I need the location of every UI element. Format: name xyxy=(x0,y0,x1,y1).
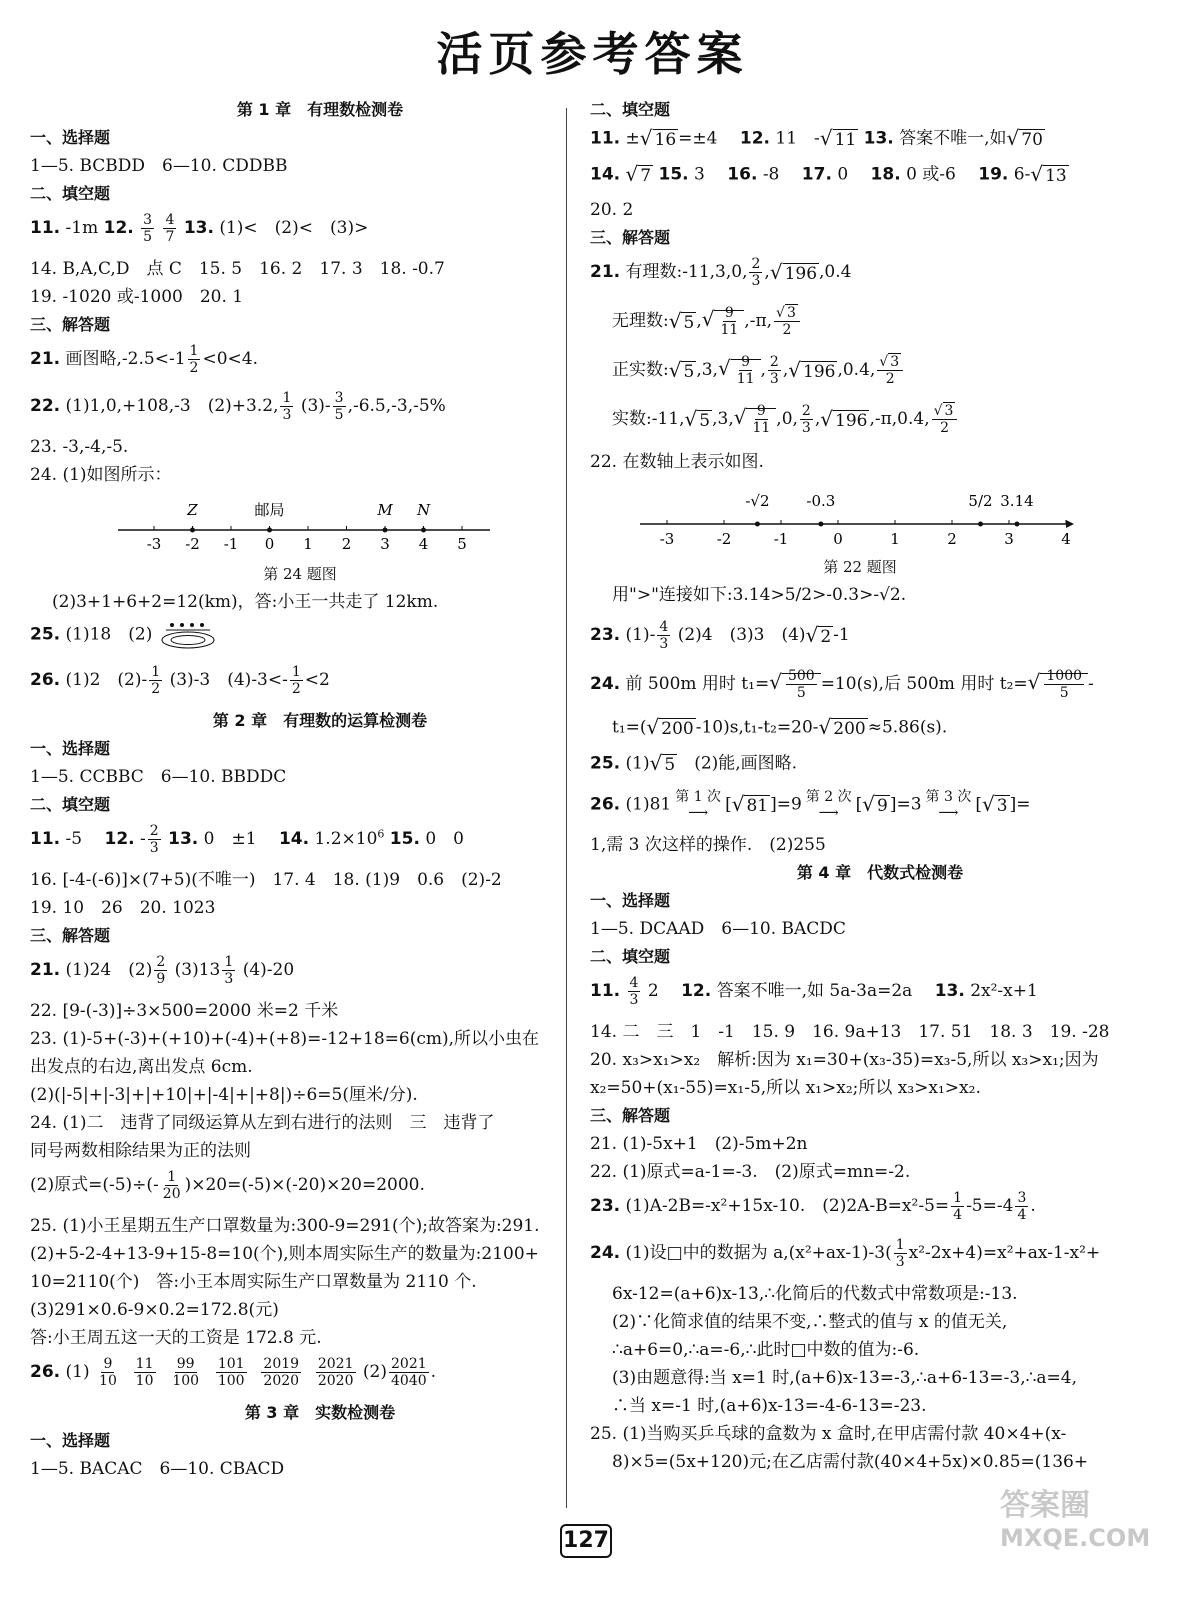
fraction: $\frac{2}{3}$ xyxy=(769,354,779,387)
answer-line: ∴a+6=0,∴a=-6,∴此时□中数的值为:-6. xyxy=(612,1340,920,1360)
tick-label: -2 xyxy=(185,535,200,553)
fraction: $\frac{3}{5}$ xyxy=(334,390,344,423)
fraction: $\frac{101}{100}$ xyxy=(217,1356,245,1389)
point-marker xyxy=(978,522,983,527)
number-line-figure-22 xyxy=(590,480,1130,552)
answer-line: 21. 有理数:-11,3,0, $\frac{2}{3}$ ,√ 196 ,0.4 xyxy=(590,256,852,289)
fraction: $\frac{1}{20}$ xyxy=(162,1169,181,1202)
fraction: $\frac{1}{3}$ xyxy=(895,1237,905,1270)
tick-label: 3 xyxy=(380,535,390,553)
answer-line: 用">"连接如下:3.14>5/2>-0.3>-√2. xyxy=(612,585,907,605)
sqrt: √ 9 xyxy=(862,792,888,816)
sqrt: √ 2 xyxy=(805,622,832,647)
answer-line: 14. B,A,C,D 点 C 15. 5 16. 2 17. 3 18. -0.7 xyxy=(30,259,445,279)
fraction: $\frac{√ 3}{2}$ xyxy=(877,354,903,387)
answer-line: 22. 在数轴上表示如图. xyxy=(590,452,764,472)
answer-line: 23. (1)- $\frac{4}{3}$ (2)4 (3)3 (4)√ 2 -1 xyxy=(590,619,850,652)
point-marker xyxy=(1014,522,1019,527)
answer-line: 22. (1)1,0,+108,-3 (2)+3.2, $\frac{1}{3}$ (3)- $\frac{3}{5}$ ,-6.5,-3,-5% xyxy=(30,390,446,423)
answer-line: 22. (1)原式=a-1=-3. (2)原式=mn=-2. xyxy=(590,1162,911,1182)
answer-line: 1—5. BCBDD 6—10. CDDBB xyxy=(30,156,288,176)
answer-line: (2)+5-2-4+13-9+15-8=10(个),则本周实际生产的数量为:2100+ xyxy=(30,1244,539,1264)
fraction: $\frac{3}{5}$ xyxy=(143,212,153,245)
tick-label: 4 xyxy=(418,535,429,553)
answer-line: 16. [-4-(-6)]×(7+5)(不唯一) 17. 4 18. (1)9 0.6 (2)-2 xyxy=(30,870,502,890)
answer-line: 14. 二 三 1 -1 15. 9 16. 9a+13 17. 51 18. 3 19. -28 xyxy=(590,1022,1110,1042)
answer-line: 25. (1)当购买乒乓球的盒数为 x 盒时,在甲店需付款 40×4+(x- xyxy=(590,1424,1067,1444)
operation-arrow: 第 2 次 ⟶ xyxy=(805,789,852,821)
answer-line: 11. -5 12. - $\frac{2}{3}$ 13. 0 ±1 14. $1.2\times 10^6$ 15. 0 0 xyxy=(30,823,464,856)
sqrt: √ 5 xyxy=(668,308,695,333)
tick-label: 5 xyxy=(457,535,467,553)
section-heading: 二、填空题 xyxy=(30,184,111,203)
point-marker xyxy=(818,522,823,527)
sqrt: √ 5 xyxy=(668,357,695,382)
answer-line: x₂=50+(x₁-55)=x₁-5,所以 x₁>x₂;所以 x₃>x₁>x₂. xyxy=(590,1078,981,1098)
answer-line: (3)由题意得:当 x=1 时,(a+6)x-13=-3,∴a+6-13=-3,∴a=4, xyxy=(612,1368,1078,1388)
sqrt: √ 200 xyxy=(646,715,694,739)
answer-line: 8)×5=(5x+120)元;在乙店需付款(40×4+5x)×0.85=(136+ xyxy=(612,1452,1089,1472)
sqrt: √ 81 xyxy=(731,792,769,816)
page-title: 活页参考答案 xyxy=(436,27,749,81)
fraction: $\frac{99}{100}$ xyxy=(172,1356,200,1389)
fraction: $\frac{2021}{2020}$ xyxy=(317,1356,354,1389)
section-heading: 一、选择题 xyxy=(30,739,111,758)
fraction: $\frac{1}{3}$ xyxy=(224,954,234,987)
fraction: $\frac{3}{4}$ xyxy=(1017,1190,1027,1223)
page-number: 127 xyxy=(560,1524,612,1558)
sqrt: √ 196 xyxy=(788,357,836,382)
sqrt: √ 13 xyxy=(1030,162,1067,186)
chapter-title: 第 1 章 有理数检测卷 xyxy=(236,100,404,119)
section-heading: 三、解答题 xyxy=(30,315,111,334)
fraction: $\frac{√ 3}{2}$ xyxy=(932,403,958,436)
tick-label: -2 xyxy=(716,530,732,548)
sqrt: √ $\frac{9}{11}$ xyxy=(702,305,745,338)
sqrt: √ 5 xyxy=(684,406,711,431)
answer-line: 11. $\frac{4}{3}$ 2 12. 答案不唯一,如 5a-3a=2a 13. 2x²-x+1 xyxy=(590,975,1038,1008)
answer-line: 24. (1)二 违背了同级运算从左到右进行的法则 三 违背了 xyxy=(30,1113,495,1133)
section-heading: 三、解答题 xyxy=(590,228,671,247)
point-label: Z xyxy=(187,501,198,519)
point-label: 3.14 xyxy=(1000,492,1034,510)
section-heading: 二、填空题 xyxy=(30,795,111,814)
answer-line: (2)3+1+6+2=12(km)，答:小王一共走了 12km. xyxy=(52,592,439,612)
answer-line: 19. -1020 或-1000 20. 1 xyxy=(30,287,244,307)
answer-line: (3)291×0.6-9×0.2=172.8(元) xyxy=(30,1300,279,1320)
figure-caption: 第 24 题图 xyxy=(263,565,337,583)
fraction: $\frac{4}{7}$ xyxy=(165,212,175,245)
fraction: $\frac{2}{3}$ xyxy=(149,823,159,856)
fraction: $\frac{4}{3}$ xyxy=(629,975,639,1008)
answer-line: 19. 10 26 20. 1023 xyxy=(30,898,216,918)
point-label: N xyxy=(416,501,431,519)
tick-label: 0 xyxy=(264,535,275,553)
point-label: -0.3 xyxy=(806,492,836,510)
answer-line: 23. -3,-4,-5. xyxy=(30,437,129,457)
answer-line: 11. -1m 12. $\frac{3}{5}$ $\frac{4}{7}$ 13. (1)< (2)< (3)> xyxy=(30,212,369,245)
chapter-title: 第 2 章 有理数的运算检测卷 xyxy=(212,711,428,730)
tick-label: 2 xyxy=(947,530,957,548)
tick-label: -3 xyxy=(146,535,162,553)
left-column xyxy=(30,100,570,1487)
fraction: $\frac{11}{10}$ xyxy=(135,1356,154,1389)
answer-line: 26. (1) $\frac{9}{10}$ $\frac{11}{10}$ $\frac{99}{100}$ $\frac{101}{100}$ $\frac{2019}{2020}$ $\frac{2021}{2020}$ (2) $\frac{2021}{4040}$ . xyxy=(30,1356,437,1389)
answer-line: 21. (1)-5x+1 (2)-5m+2n xyxy=(590,1134,808,1154)
fraction: $\frac{1}{2}$ xyxy=(291,664,301,697)
sqrt: √ $\frac{9}{11}$ xyxy=(734,403,777,436)
tick-label: 1 xyxy=(890,530,900,548)
section-heading: 二、填空题 xyxy=(590,100,671,119)
chapter-title: 第 3 章 实数检测卷 xyxy=(244,1403,396,1422)
point-marker xyxy=(421,528,426,533)
point-marker xyxy=(190,528,195,533)
point-label: 5/2 xyxy=(968,492,993,510)
section-heading: 三、解答题 xyxy=(30,926,111,945)
point-marker xyxy=(383,528,388,533)
fraction: $\frac{4}{3}$ xyxy=(659,619,669,652)
chapter-title: 第 4 章 代数式检测卷 xyxy=(796,863,964,882)
number-line-figure-24 xyxy=(30,493,570,559)
answer-line: 同号两数相除结果为正的法则 xyxy=(30,1141,251,1161)
fraction: $\frac{9}{10}$ xyxy=(99,1356,117,1389)
answer-line: 25. (1)小王星期五生产口罩数量为:300-9=291(个);故答案为:291. xyxy=(30,1216,540,1236)
answer-line: (2)(|-5|+|-3|+|+10|+|-4|+|+8|)÷6=5(厘米/分). xyxy=(30,1085,418,1105)
number-line-24 xyxy=(30,493,490,559)
answer-line: 22. [9-(-3)]÷3×500=2000 米=2 千米 xyxy=(30,1001,339,1021)
answer-line: 正实数:√ 5 ,3,√ $\frac{9}{11}$ , $\frac{2}{3}$ ,√ 196 ,0.4, $\frac{√ 3}{2}$ xyxy=(590,354,1130,387)
answer-line: 6x-12=(a+6)x-13,∴化简后的代数式中常数项是:-13. xyxy=(612,1284,1018,1304)
point-label: 邮局 xyxy=(254,501,285,519)
answer-line: 1,需 3 次这样的操作. (2)255 xyxy=(590,835,826,855)
fraction: $\frac{1}{3}$ xyxy=(282,390,292,423)
answer-line: 20. x₃>x₁>x₂ 解析:因为 x₁=30+(x₃-35)=x₃-5,所以 x₃>x₁;因为 xyxy=(590,1050,1099,1070)
operation-arrow: 第 1 次 ⟶ xyxy=(675,789,722,821)
answer-line: 23. (1)-5+(-3)+(+10)+(-4)+(+8)=-12+18=6(cm),所以小虫在 xyxy=(30,1029,540,1049)
answer-line: (2)∵化简求值的结果不变,∴整式的值与 x 的值无关, xyxy=(612,1312,1008,1332)
answer-line: 实数:-11,√ 5 ,3,√ $\frac{9}{11}$ ,0, $\frac{2}{3}$ ,√ 196 ,-π,0.4, $\frac{√ 3}{2}$ xyxy=(590,403,1130,436)
tick-label: -3 xyxy=(659,530,675,548)
sqrt: √ 70 xyxy=(1006,126,1043,150)
answer-line: 26. (1)2 (2)- $\frac{1}{2}$ (3)-3 (4)-3<- $\frac{1}{2}$ <2 xyxy=(30,664,330,697)
fraction: $\frac{1}{4}$ xyxy=(953,1190,963,1223)
point-marker xyxy=(755,522,760,527)
answer-line: 10=2110(个) 答:小王本周实际生产口罩数量为 2110 个. xyxy=(30,1272,477,1292)
tick-label: 3 xyxy=(1004,530,1014,548)
tick-label: 2 xyxy=(341,535,352,553)
answer-line: 1—5. CCBBC 6—10. BBDDC xyxy=(30,767,287,787)
tick-label: -1 xyxy=(223,535,239,553)
answer-line: 21. (1)24 (2) $\frac{2}{9}$ (3)13 $\frac{1}{3}$ (4)-20 xyxy=(30,954,295,987)
answer-line: 25. (1)18 (2) xyxy=(30,620,570,650)
sqrt: √ 11 xyxy=(819,126,857,150)
tick-label: -1 xyxy=(773,530,789,548)
sqrt: √ 196 xyxy=(769,259,818,284)
answer-line: 14. √ 7 15. 3 16. -8 17. 0 18. 0 或-6 19. 6-√ 13 xyxy=(590,162,1067,186)
answer-line: 24. (1)设□中的数据为 a,(x²+ax-1)-3( $\frac{1}{3}$ x²-2x+4)=x²+ax-1-x²+ xyxy=(590,1237,1101,1270)
sqrt: √ $\frac{500}{5}$ xyxy=(769,668,820,701)
sqrt: √ 5 xyxy=(649,751,676,775)
answer-line: 11. ±√ 16 =±4 12. 11 -√ 11 13. 答案不唯一,如√ 70 xyxy=(590,126,1043,150)
sqrt: √ $\frac{1000}{5}$ xyxy=(1028,668,1088,701)
section-heading: 三、解答题 xyxy=(590,1106,671,1125)
answer-line: 无理数:√ 5 ,√ $\frac{9}{11}$ ,-π, $\frac{√ 3}{2}$ xyxy=(590,305,1130,338)
sqrt: √ 200 xyxy=(818,715,866,739)
right-column xyxy=(590,100,1130,1480)
answer-line: 20. 2 xyxy=(590,200,634,220)
tick-label: 1 xyxy=(303,535,313,553)
figure-caption: 第 22 题图 xyxy=(823,558,897,576)
answer-line: 1—5. DCAAD 6—10. BACDC xyxy=(590,919,846,939)
answer-line: 出发点的右边,离出发点 6cm. xyxy=(30,1057,253,1077)
section-heading: 一、选择题 xyxy=(30,128,111,147)
point-label: -√2 xyxy=(745,492,770,510)
answer-line: 25. (1)√ 5 (2)能,画图略. xyxy=(590,751,798,775)
fraction: $\frac{√ 3}{2}$ xyxy=(774,305,800,338)
sqrt: √ 3 xyxy=(981,792,1008,816)
sqrt: √ 196 xyxy=(820,406,868,431)
sqrt: √ 16 xyxy=(639,126,677,150)
fraction: $\frac{2}{3}$ xyxy=(801,403,811,436)
tick-label: 0 xyxy=(833,530,843,548)
answer-line: 23. (1)A-2B=-x²+15x-10. (2)2A-B=x²-5= $\frac{1}{4}$ -5=-4 $\frac{3}{4}$ . xyxy=(590,1190,1036,1223)
fraction: $\frac{2019}{2020}$ xyxy=(263,1356,300,1389)
watermark: 答案圈 MXQE.COM xyxy=(1000,1488,1151,1552)
section-heading: 一、选择题 xyxy=(30,1431,111,1450)
answer-line: 24. 前 500m 用时 t₁=√ $\frac{500}{5}$ =10(s),后 500m 用时 t₂=√ $\frac{1000}{5}$ - xyxy=(590,668,1094,701)
axis-arrow xyxy=(1066,520,1074,528)
tick-label: 4 xyxy=(1061,530,1071,548)
answer-line: 24. (1)如图所示： xyxy=(30,465,172,485)
section-heading: 一、选择题 xyxy=(590,891,671,910)
point-marker xyxy=(267,528,272,533)
answer-line: 26. (1)81 第 1 次 ⟶ [√ 81 ]=9 第 2 次 ⟶ [√ 9 ]=3 第 3 次 ⟶ [√ 3 ]= xyxy=(590,789,1031,821)
sqrt: √ $\frac{9}{11}$ xyxy=(718,354,761,387)
answer-line: 1—5. BACAC 6—10. CBACD xyxy=(30,1459,285,1479)
stadium-sketch-icon xyxy=(158,620,218,650)
answer-line: 答:小王周五这一天的工资是 172.8 元. xyxy=(30,1328,322,1348)
fraction: $\frac{2}{9}$ xyxy=(156,954,166,987)
section-heading: 二、填空题 xyxy=(590,947,671,966)
fraction: $\frac{2}{3}$ xyxy=(751,256,761,289)
sqrt: √ 7 xyxy=(625,162,652,186)
point-label: M xyxy=(377,501,393,519)
answer-line: ∴当 x=-1 时,(a+6)x-13=-4-6-13=-23. xyxy=(612,1396,927,1416)
fraction: $\frac{1}{2}$ xyxy=(151,664,161,697)
operation-arrow: 第 3 次 ⟶ xyxy=(925,789,972,821)
number-line-22 xyxy=(590,480,1110,552)
fraction: $\frac{2021}{4040}$ xyxy=(391,1356,427,1389)
answer-line: t₁=(√ 200 -10)s,t₁-t₂=20-√ 200 ≈5.86(s). xyxy=(612,715,948,739)
answer-line: (2)原式=(-5)÷(- $\frac{1}{20}$ )×20=(-5)×(-20)×20=2000. xyxy=(30,1169,425,1202)
answer-line: 21. 画图略,-2.5<-1 $\frac{1}{2}$ <0<4. xyxy=(30,343,258,376)
fraction: $\frac{1}{2}$ xyxy=(189,343,199,376)
